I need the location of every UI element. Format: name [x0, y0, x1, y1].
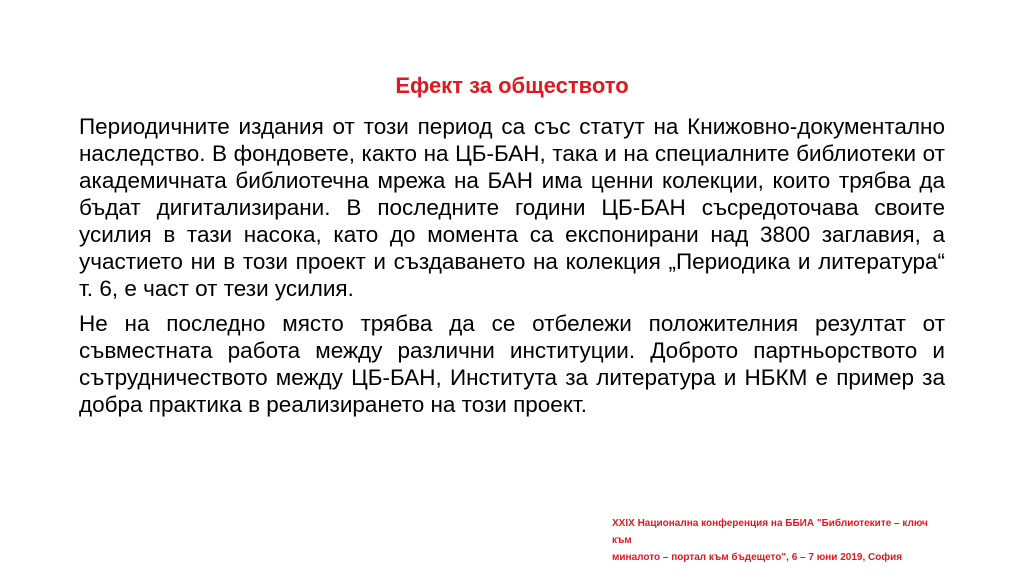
conference-footer [612, 515, 942, 566]
paragraph-heritage: Периодичните издания от този период са със статут на Книжовно-документално наследство. В фондовете, както на ЦБ-БАН, така и на специалните библиотеки от академичната библиотечна мрежа на БАН има ценни колекции, които трябва да бъдат дигитализирани. В последните години ЦБ-БАН съсредоточава своите усилия в тази насока, като до момента са експонирани над 3800 заглавия, а участието ни в този проект и създаването на колекция „Периодика и литература“ т. 6, е част от тези усилия. [79, 114, 945, 301]
slide-title: Ефект за обществото [395, 73, 629, 98]
slide-body [79, 113, 945, 426]
footer-line-2: миналото – портал към бъдещето", 6 – 7 юни 2019, София [612, 552, 903, 563]
footer-line-1: XXIX Национална конференция на ББИА "Библиотеките – ключ към [612, 518, 928, 546]
paragraph-partnership: Не на последно място трябва да се отбележи положителния резултат от съвместната работа между различни институции. Доброто партньорството и сътрудничеството между ЦБ-БАН, Института за литература и НБКМ е пример за добра практика в реализирането на този проект. [79, 311, 945, 417]
